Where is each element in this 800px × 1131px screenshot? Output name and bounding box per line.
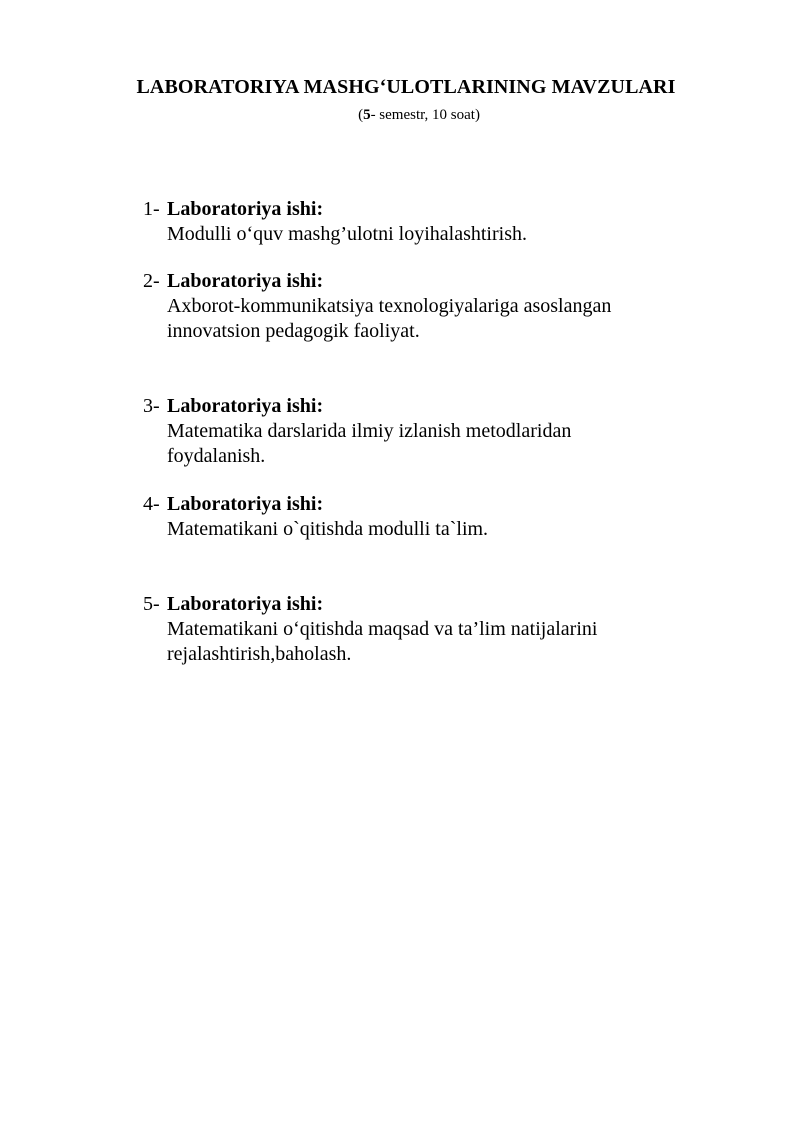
document-subtitle [0,107,800,124]
lab-item-1 [143,197,743,247]
lab-item-label: Laboratoriya ishi: [167,270,324,292]
lab-item-heading [143,394,743,419]
lab-item-label: Laboratoriya ishi: [167,198,324,220]
lab-item-description-line: Modulli o‘quv mashg’ulotni loyihalashtirish. [167,223,527,245]
lab-item-heading [143,492,743,517]
subtitle-open: ( [358,107,364,123]
lab-item-5 [143,592,743,667]
subtitle-semester-number: 5 [363,107,371,123]
lab-item-number: 4- [143,493,160,515]
document-title: LABORATORIYA MASHG‘ULOTLARINING MAVZULARI [136,76,676,98]
lab-item-description-line: Matematikani o‘qitishda maqsad va ta’lim natijalarini [167,618,598,640]
lab-item-heading [143,592,743,617]
lab-item-description-line: rejalashtirish,baholash. [167,643,352,665]
lab-item-number: 5- [143,593,160,615]
lab-item-number: 2- [143,270,160,292]
lab-item-description-line: Matematikani o`qitishda modulli ta`lim. [167,518,489,540]
lab-item-4 [143,492,743,542]
lab-item-description-line: foydalanish. [167,445,266,467]
lab-item-heading [143,269,743,294]
lab-item-number: 3- [143,395,160,417]
lab-item-description-line: Matematika darslarida ilmiy izlanish metodlaridan [167,420,572,442]
lab-item-3 [143,394,743,469]
lab-item-number: 1- [143,198,160,220]
lab-item-label: Laboratoriya ishi: [167,493,324,515]
lab-item-description-line: innovatsion pedagogik faoliyat. [167,320,420,342]
lab-item-label: Laboratoriya ishi: [167,593,324,615]
subtitle-text: - semestr, 10 soat) [370,107,480,123]
lab-item-heading [143,197,743,222]
lab-item-description-line: Axborot-kommunikatsiya texnologiyalariga asoslangan [167,295,612,317]
lab-item-label: Laboratoriya ishi: [167,395,324,417]
lab-item-2 [143,269,743,344]
